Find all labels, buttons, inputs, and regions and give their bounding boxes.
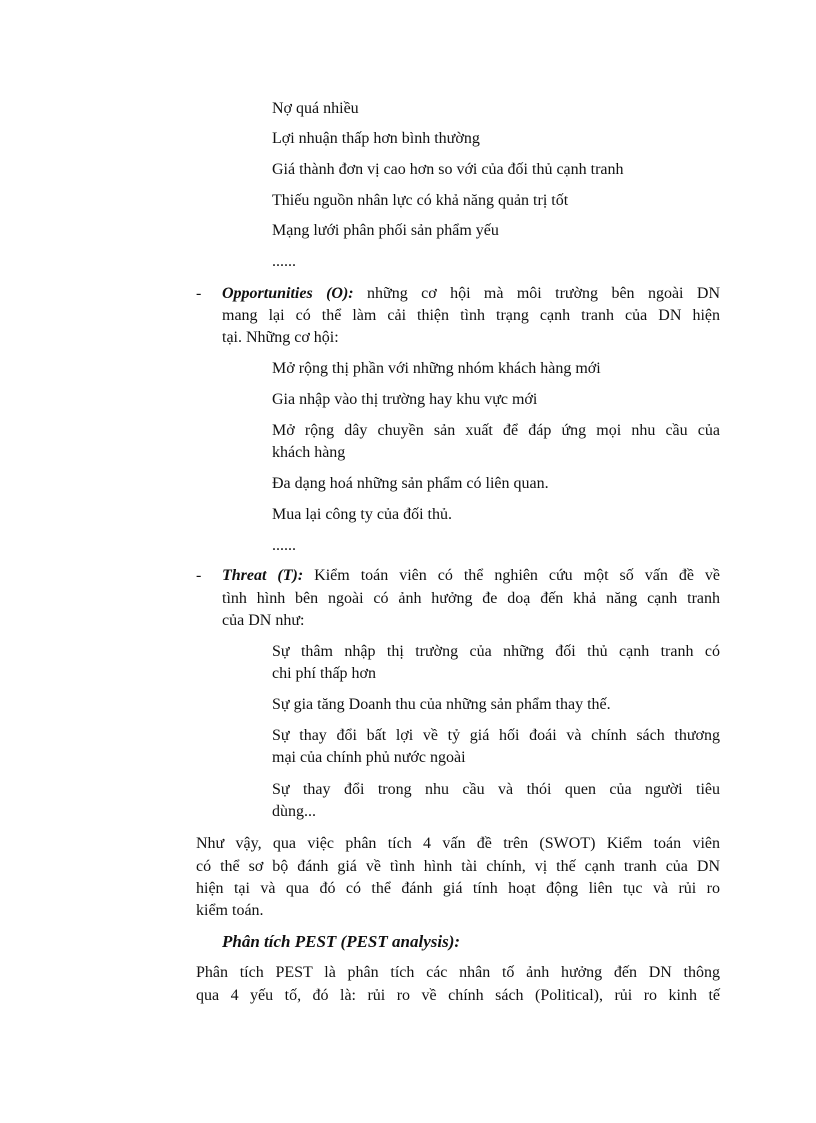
pest-line: Phân tích PEST là phân tích các nhân tố ảnh hưởng đến DN thông <box>196 964 720 981</box>
list-item: Sự thay đổi bất lợi về tỷ giá hối đoái và chính sách thương <box>272 727 720 744</box>
list-item-cont: mại của chính phủ nước ngoài <box>272 749 466 766</box>
list-item: Sự thâm nhập thị trường của những đối thủ cạnh tranh có <box>272 643 720 660</box>
threat-term: Threat (T): <box>222 567 304 584</box>
summary-line: có thể sơ bộ đánh giá về tình hình tài chính, vị thế cạnh tranh của DN <box>196 858 720 875</box>
list-item: Gia nhập vào thị trường hay khu vực mới <box>272 391 538 408</box>
list-item: Nợ quá nhiều <box>272 100 359 117</box>
list-item-cont: khách hàng <box>272 444 346 461</box>
list-item: Mở rộng thị phần với những nhóm khách hàng mới <box>272 360 601 377</box>
list-item: Mở rộng dây chuyền sản xuất để đáp ứng mọi nhu cầu của <box>272 422 720 439</box>
threat-line-3: của DN như: <box>222 612 305 629</box>
section-heading: Phân tích PEST (PEST analysis): <box>222 932 461 951</box>
list-item: Mua lại công ty của đối thủ. <box>272 506 452 523</box>
opportunities-line-2: mang lại có thể làm cải thiện tình trạng cạnh tranh của DN hiện <box>222 307 720 324</box>
threat-text: Kiểm toán viên có thể nghiên cứu một số vấn đề về <box>314 567 721 584</box>
threat-line-2: tình hình bên ngoài có ảnh hưởng đe doạ đến khả năng cạnh tranh <box>222 590 720 607</box>
threat-line-1 <box>222 565 720 587</box>
list-item-cont: dùng... <box>272 803 316 820</box>
list-item: Giá thành đơn vị cao hơn so với của đối thủ cạnh tranh <box>272 161 624 178</box>
list-ellipsis: ...... <box>272 253 296 270</box>
opportunities-text: những cơ hội mà môi trường bên ngoài DN <box>367 285 720 302</box>
pest-line: qua 4 yếu tố, đó là: rủi ro về chính sách (Political), rủi ro kinh tế <box>196 987 720 1004</box>
list-ellipsis: ...... <box>272 537 296 554</box>
list-item: Sự gia tăng Doanh thu của những sản phẩm thay thế. <box>272 696 611 713</box>
opportunities-line-1 <box>222 283 720 305</box>
opportunities-term: Opportunities (O): <box>222 285 354 302</box>
opportunities-line-3: tại. Những cơ hội: <box>222 329 339 346</box>
list-item: Lợi nhuận thấp hơn bình thường <box>272 130 480 147</box>
bullet-dash: - <box>196 567 202 584</box>
list-item-cont: chi phí thấp hơn <box>272 665 376 682</box>
list-item: Sự thay đổi trong nhu cầu và thói quen của người tiêu <box>272 781 720 798</box>
list-item: Đa dạng hoá những sản phẩm có liên quan. <box>272 475 549 492</box>
list-item: Mạng lưới phân phối sản phẩm yếu <box>272 222 499 239</box>
summary-line: Như vậy, qua việc phân tích 4 vấn đề trên (SWOT) Kiểm toán viên <box>196 835 720 852</box>
summary-line: hiện tại và qua đó có thể đánh giá tính hoạt động liên tục và rủi ro <box>196 880 720 897</box>
bullet-dash: - <box>196 285 202 302</box>
list-item: Thiếu nguồn nhân lực có khả năng quản trị tốt <box>272 192 569 209</box>
summary-line: kiểm toán. <box>196 902 264 919</box>
